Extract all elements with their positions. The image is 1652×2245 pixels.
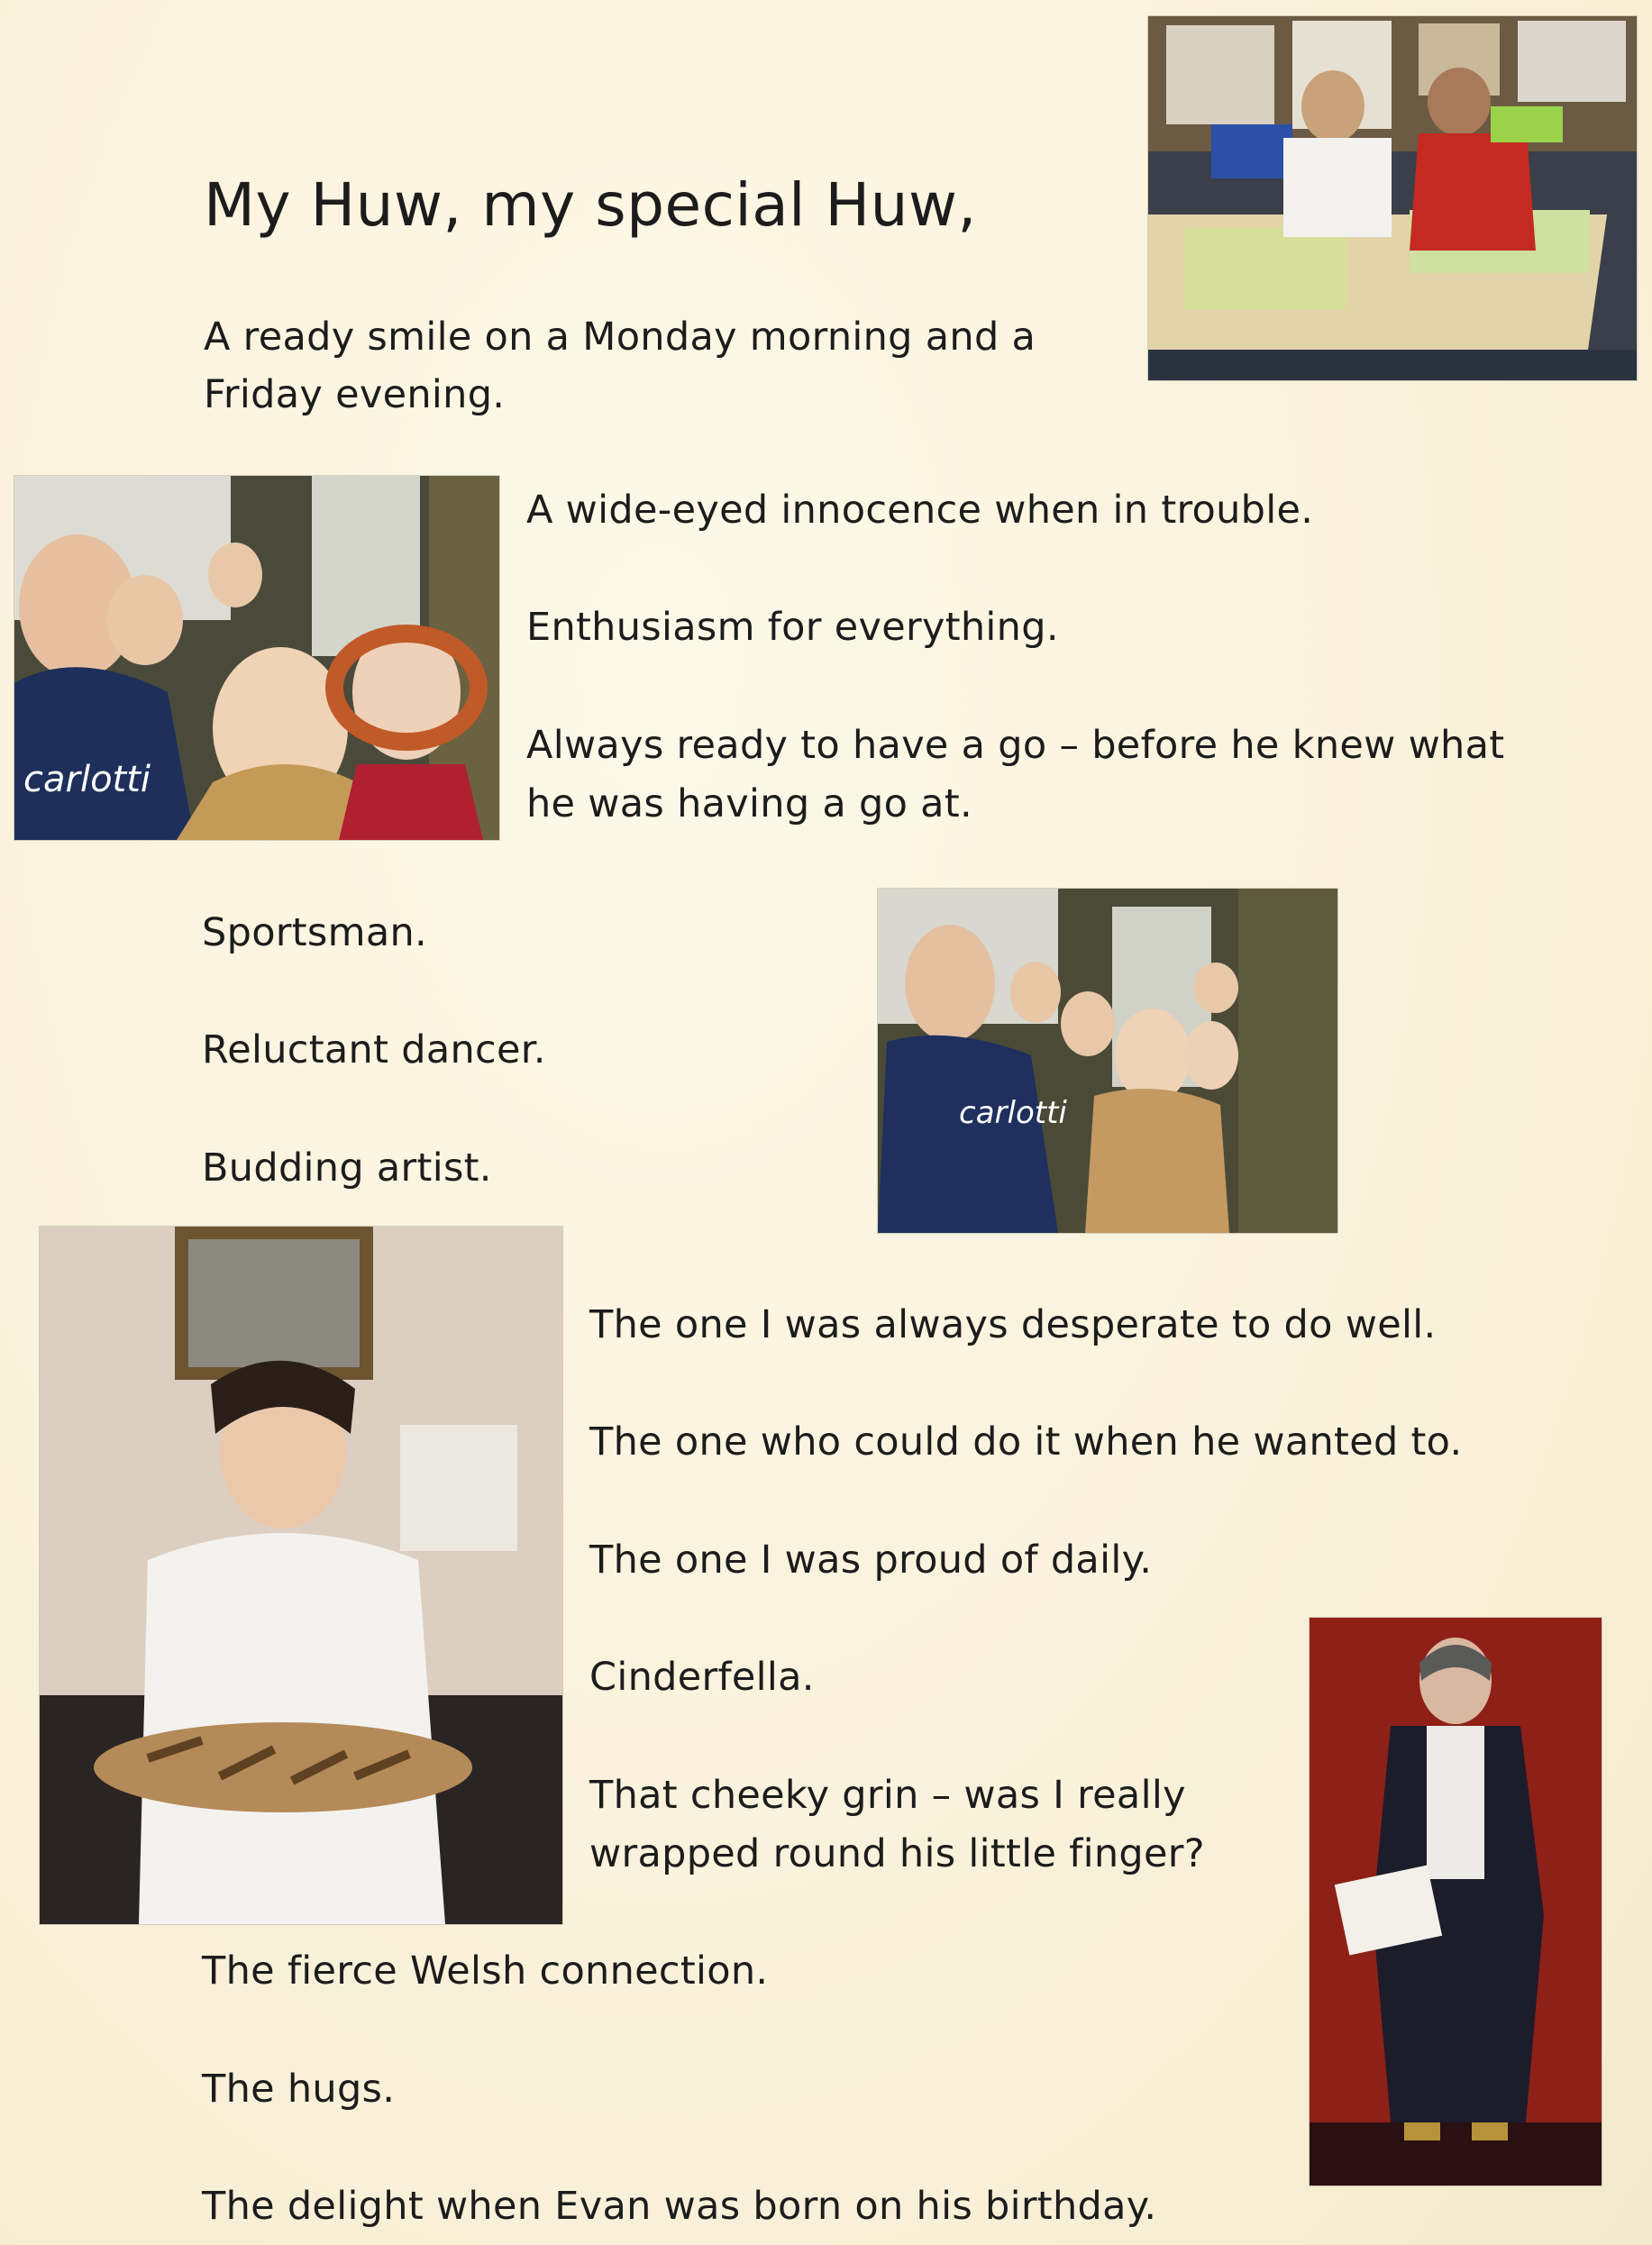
boy-with-bread-photo xyxy=(40,1227,562,1924)
page-title: My Huw, my special Huw, xyxy=(204,170,977,240)
verse-line-12: The one I was proud of daily. xyxy=(589,1538,1153,1583)
verse-line-1: A ready smile on a Monday morning and a xyxy=(204,315,1036,360)
verse-line-6: he was having a go at. xyxy=(526,781,972,826)
verse-line-13: Cinderfella. xyxy=(589,1655,815,1700)
group-photo-2 xyxy=(878,889,1337,1233)
verse-line-2: Friday evening. xyxy=(204,372,506,417)
verse-line-18: The delight when Evan was born on his birthday. xyxy=(202,2184,1157,2229)
verse-line-11: The one who could do it when he wanted to. xyxy=(589,1419,1463,1465)
verse-line-5: Always ready to have a go – before he knew what xyxy=(526,723,1505,768)
verse-line-15: wrapped round his little finger? xyxy=(589,1831,1205,1876)
hoodie-logo-text-1: carlotti xyxy=(23,759,151,800)
verse-line-3: A wide-eyed innocence when in trouble. xyxy=(526,488,1314,533)
verse-line-7: Sportsman. xyxy=(202,910,427,955)
classroom-photo xyxy=(1148,16,1637,380)
verse-line-16: The fierce Welsh connection. xyxy=(202,1948,769,1994)
verse-line-4: Enthusiasm for everything. xyxy=(526,605,1059,650)
verse-line-14: That cheeky grin – was I really xyxy=(589,1773,1186,1818)
verse-line-8: Reluctant dancer. xyxy=(202,1027,546,1072)
boy-in-suit-photo xyxy=(1310,1618,1602,2186)
verse-line-10: The one I was always desperate to do well. xyxy=(589,1302,1437,1347)
verse-line-9: Budding artist. xyxy=(202,1145,492,1191)
hoodie-logo-text-2: carlotti xyxy=(959,1095,1067,1131)
verse-line-17: The hugs. xyxy=(202,2067,396,2112)
group-photo-1 xyxy=(14,476,499,840)
